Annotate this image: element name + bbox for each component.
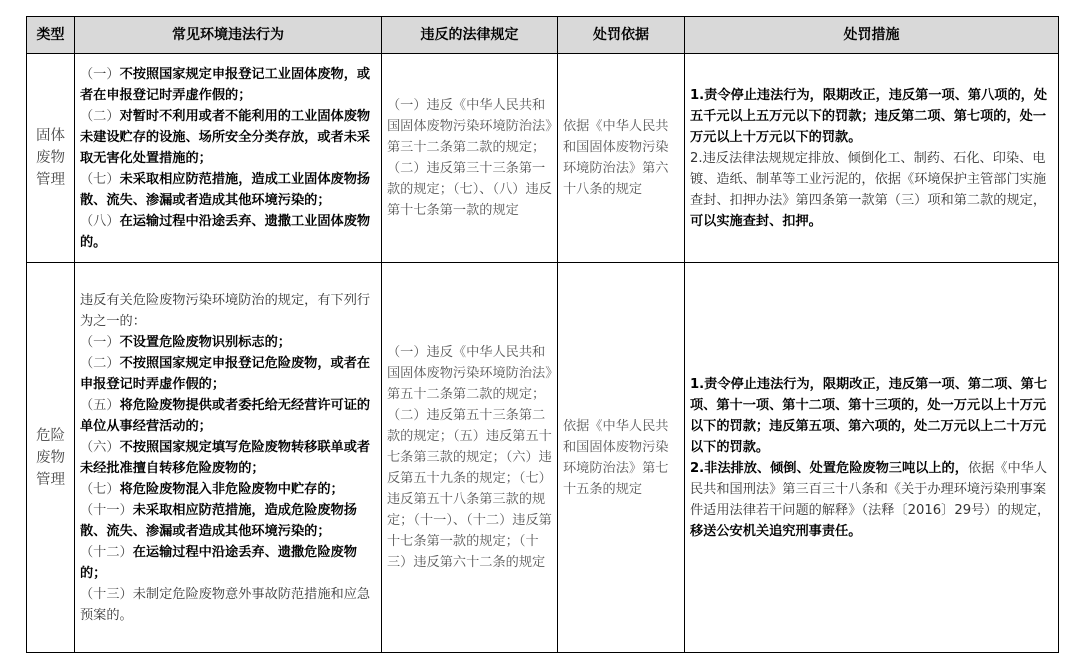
basis-cell: 依据《中华人民共和国固体废物污染环境防治法》第七十五条的规定 <box>558 263 685 653</box>
law-cell: （一）违反《中华人民共和国固体废物污染环境防治法》第三十二条第二款的规定；（二）违反第三十三条第一款的规定；（七）、（八）违反第十七条第一款的规定 <box>382 54 558 263</box>
table-row-hazardous-waste <box>27 263 1059 653</box>
law-cell: （一）违反《中华人民共和国固体废物污染环境防治法》第五十二条第二款的规定；（二）违反第五十三条第二款的规定；（五）违反第五十七条第三款的规定；（六）违反第五十九条的规定；（七）违反第五十八条第三款的规定；（十一）、（十二）违反第十七条第一款的规定；（十三）违反第六十二条的规定 <box>382 263 558 653</box>
behavior-cell <box>75 263 382 653</box>
type-line: 管理 <box>36 471 65 488</box>
behavior-item: （十三）未制定危险废物意外事故防范措施和应急预案的。 <box>80 586 371 623</box>
behavior-item: （二）对暂时不利用或者不能利用的工业固体废物未建设贮存的设施、场所安全分类存放，或者未采取无害化处置措施的； <box>80 108 371 166</box>
header-behavior: 常见环境违法行为 <box>75 17 382 54</box>
basis-cell: 依据《中华人民共和国固体废物污染环境防治法》第六十八条的规定 <box>558 54 685 263</box>
type-cell <box>27 54 75 263</box>
measures-cell <box>685 54 1059 263</box>
measure-item: 2.非法排放、倾倒、处置危险废物三吨以上的，依据《中华人民共和国刑法》第三百三十八条和《关于办理环境污染刑事案件适用法律若干问题的解释》（法释〔2016〕29号）的规定，移送公安机关追究刑事责任。 <box>690 460 1051 539</box>
type-line: 废物 <box>36 150 65 166</box>
type-line: 固体 <box>36 128 65 144</box>
measure-item: 1.责令停止违法行为，限期改正，违反第一项、第八项的，处五千元以上五万元以下的罚款；违反第二项、第七项的，处一万元以上十万元以下的罚款。 <box>690 87 1048 145</box>
header-measures: 处罚措施 <box>685 17 1059 54</box>
table-row-solid-waste <box>27 54 1059 263</box>
measures-cell <box>685 263 1059 653</box>
header-law: 违反的法律规定 <box>382 17 558 54</box>
behavior-intro: 违反有关危险废物污染环境防治的规定，有下列行为之一的： <box>80 292 371 329</box>
behavior-item: （二）不按照国家规定申报登记危险废物，或者在申报登记时弄虚作假的； <box>80 355 371 392</box>
behavior-item: （一）不设置危险废物识别标志的； <box>80 334 291 350</box>
type-cell <box>27 263 75 653</box>
type-line: 废物 <box>36 449 65 466</box>
measure-item: 1.责令停止违法行为，限期改正，违反第一项、第二项、第七项、第十一项、第十二项、第十三项的，处一万元以上十万元以下的罚款；违反第五项、第六项的，处二万元以上二十万元以下的罚款。 <box>690 376 1048 455</box>
behavior-item: （一）不按照国家规定申报登记工业固体废物，或者在申报登记时弄虚作假的； <box>80 66 371 103</box>
behavior-item: （六）不按照国家规定填写危险废物转移联单或者未经批准擅自转移危险废物的； <box>80 439 371 476</box>
behavior-item: （五）将危险废物提供或者委托给无经营许可证的单位从事经营活动的； <box>80 397 371 434</box>
type-line: 危险 <box>36 427 65 444</box>
behavior-item: （七）未采取相应防范措施，造成工业固体废物扬散、流失、渗漏或者造成其他环境污染的； <box>80 171 371 208</box>
behavior-cell <box>75 54 382 263</box>
regulation-table <box>26 16 1059 653</box>
type-line: 管理 <box>36 172 65 188</box>
behavior-item: （七）将危险废物混入非危险废物中贮存的； <box>80 481 344 497</box>
header-basis: 处罚依据 <box>558 17 685 54</box>
behavior-item: （十二）在运输过程中沿途丢弃、遗撒危险废物的； <box>80 544 357 581</box>
behavior-item: （八）在运输过程中沿途丢弃、遗撒工业固体废物的。 <box>80 213 371 250</box>
header-row <box>27 17 1059 54</box>
measure-item: 2.违反法律法规规定排放、倾倒化工、制药、石化、印染、电镀、造纸、制革等工业污泥的，依据《环境保护主管部门实施查封、扣押办法》第四条第一款第（三）项和第二款的规定，可以实施查封、扣押。 <box>690 150 1047 229</box>
header-type: 类型 <box>27 17 75 54</box>
behavior-item: （十一）未采取相应防范措施，造成危险废物扬散、流失、渗漏或者造成其他环境污染的； <box>80 502 357 539</box>
